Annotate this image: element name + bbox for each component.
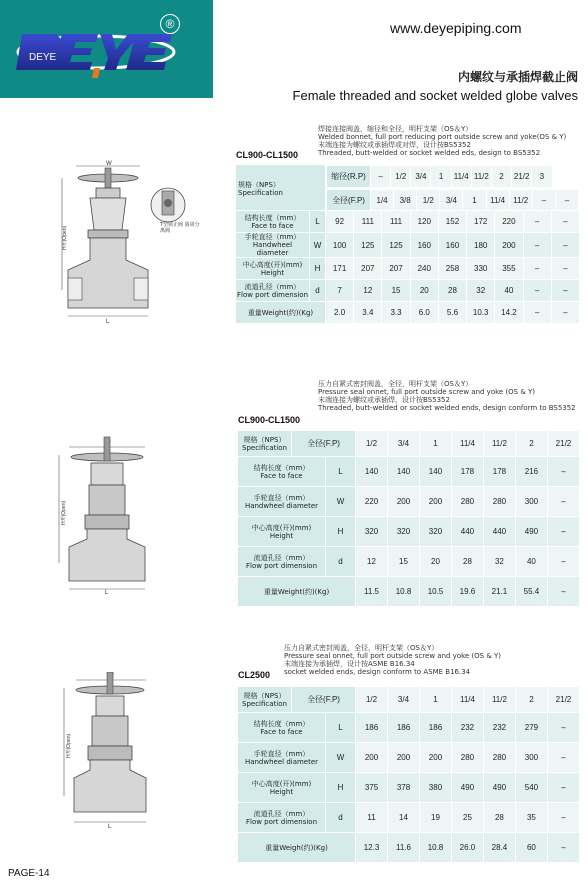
table-cell: 28.4 [483, 833, 515, 863]
table-row [238, 713, 580, 743]
table-cell: 160 [438, 233, 466, 258]
table-cell: 200 [419, 487, 451, 517]
table-cell: 19.6 [451, 577, 483, 607]
table-cell: 140 [388, 457, 420, 487]
table-cell: 3/4 [388, 687, 420, 713]
table-cell: – [551, 211, 579, 233]
table-cell: – [547, 457, 579, 487]
weight-label: 重量Weight(约)(Kg) [236, 302, 326, 324]
table-cell: – [547, 713, 579, 743]
table-cell: – [523, 233, 551, 258]
table-cell: 258 [438, 258, 466, 280]
table-row [236, 302, 580, 324]
block1-spec-table [235, 164, 580, 213]
table-cell: – [547, 517, 579, 547]
logo-text: DEYE [29, 52, 57, 63]
table-row [238, 457, 580, 487]
table-cell: 11/4 [486, 190, 509, 212]
table-row [238, 547, 580, 577]
table-cell: 3.3 [382, 302, 410, 324]
table-cell: 240 [410, 258, 438, 280]
table-cell: 378 [388, 773, 420, 803]
table-cell: – [551, 258, 579, 280]
size-label: 全径(F.P) [292, 687, 356, 713]
block2-note: Pressure seal onnet, full port outside screw and yoke (OS & Y) [318, 388, 536, 396]
table-cell: 1/2 [391, 166, 411, 188]
table-cell: 12 [354, 280, 382, 302]
block3-note: 压力自紧式密封阀盖，全径，明杆支架（OS＆Y） [284, 644, 439, 652]
table-cell: 11/2 [483, 431, 515, 457]
table-cell: 21/2 [547, 431, 579, 457]
block3-note: Pressure seal onnet, full port outside screw and yoke (OS & Y) [284, 652, 502, 660]
row-symbol: H [326, 773, 356, 803]
table-cell: – [551, 233, 579, 258]
table-cell: 171 [326, 258, 354, 280]
table-row [238, 517, 580, 547]
row-symbol: L [326, 457, 356, 487]
row-symbol: W [326, 487, 356, 517]
row-label: 结构长度（mm） Face to face [238, 713, 326, 743]
table-row [236, 258, 580, 280]
table-cell: 32 [483, 547, 515, 577]
dim-w-label: W [106, 161, 112, 167]
table-cell: 186 [388, 713, 420, 743]
table-cell: 152 [438, 211, 466, 233]
table-cell: 11.6 [388, 833, 420, 863]
dim-l-label: L [106, 319, 110, 325]
table-cell: 490 [515, 517, 547, 547]
block2-note: Threaded, butt-welded or socket welded ends, design conform to BS5352 [318, 404, 576, 412]
table-cell: 1 [431, 166, 451, 188]
table-cell: 60 [515, 833, 547, 863]
block3-note: 末端连接为承插焊，设计按ASME B16.34 [284, 660, 415, 668]
spec-header: 规格（NPS） Specification [238, 431, 292, 457]
table-cell: 15 [388, 547, 420, 577]
row-label: 结构长度（mm） Face to face [238, 457, 326, 487]
table-row [238, 577, 580, 607]
row-label: 流道孔径（mm） Flow port dimension [238, 803, 326, 833]
table-cell: 440 [483, 517, 515, 547]
row-symbol: L [326, 713, 356, 743]
table-cell: 220 [356, 487, 388, 517]
block1-class: CL900-CL1500 [236, 150, 299, 160]
table-cell: 140 [356, 457, 388, 487]
block1-notes [318, 125, 566, 157]
table-cell: 320 [419, 517, 451, 547]
block3-spec-table [237, 686, 580, 863]
table-cell: 232 [451, 713, 483, 743]
row-label: 中心高度(开)(mm) Height [236, 258, 310, 280]
table-cell: 12 [356, 547, 388, 577]
table-cell: 3/4 [411, 166, 431, 188]
table-cell: 172 [467, 211, 495, 233]
valve-drawing-2 [55, 435, 175, 595]
dim-l-label: L [108, 824, 112, 830]
table-cell: 3/4 [440, 190, 463, 212]
table-cell: – [547, 577, 579, 607]
table-cell: – [555, 190, 578, 212]
table-cell: – [523, 258, 551, 280]
table-cell: 11/4 [451, 687, 483, 713]
table-cell: 216 [515, 457, 547, 487]
table-cell: 140 [419, 457, 451, 487]
table-cell: 320 [356, 517, 388, 547]
dim-h-label: H开(Open) [62, 225, 68, 250]
table-cell: 200 [419, 743, 451, 773]
table-cell: 100 [326, 233, 354, 258]
table-cell: 10.3 [467, 302, 495, 324]
table-row [236, 211, 580, 233]
table-cell: 1/2 [356, 687, 388, 713]
row-label: 结构长度（mm） Face to face [236, 211, 310, 233]
lock-callout: T型锁止阀 圆周分离阀 [160, 222, 200, 234]
table-cell: 280 [451, 487, 483, 517]
table-cell: 14.2 [495, 302, 523, 324]
table-cell: – [371, 166, 391, 188]
table-row [238, 833, 580, 863]
row-label: 中心高度(开)(mm) Height [238, 773, 326, 803]
table-cell: 111 [354, 211, 382, 233]
table-cell: 28 [451, 547, 483, 577]
table-cell: 300 [515, 743, 547, 773]
table-cell: 2 [515, 431, 547, 457]
table-cell: 1 [419, 431, 451, 457]
table-cell: 92 [326, 211, 354, 233]
table-cell: 10.8 [388, 577, 420, 607]
table-cell: 125 [382, 233, 410, 258]
table-cell: 178 [451, 457, 483, 487]
size-label: 全径(F.P) [292, 431, 356, 457]
row-label: 流道孔径（mm） Flow port dimension [236, 280, 310, 302]
table-cell: 12.3 [356, 833, 388, 863]
table-cell: 186 [356, 713, 388, 743]
table-cell: 1/4 [371, 190, 394, 212]
block3-note: socket welded ends, design conform to ASME B16.34 [284, 668, 471, 676]
table-row [238, 431, 580, 457]
page-title-en: Female threaded and socket welded globe valves [292, 88, 578, 103]
table-cell: 3/8 [394, 190, 417, 212]
block1-fp-label: 全径(F.P) [327, 190, 371, 212]
dim-h-label: H开(Open) [66, 733, 72, 758]
table-cell: 320 [388, 517, 420, 547]
table-cell: 55.4 [515, 577, 547, 607]
block1-note: 末端连接为螺纹或承插焊或对焊，设计按BS5352 [318, 141, 471, 149]
dim-l-label: L [105, 590, 109, 595]
table-cell: – [523, 302, 551, 324]
table-cell: 380 [419, 773, 451, 803]
table-cell: 26.0 [451, 833, 483, 863]
table-cell: 32 [467, 280, 495, 302]
spec-header: 规格（NPS） Specification [238, 687, 292, 713]
table-cell: 11/2 [483, 687, 515, 713]
weight-label: 重量Weight(约)(Kg) [238, 577, 356, 607]
table-cell: 14 [388, 803, 420, 833]
table-cell: 11/2 [471, 166, 491, 188]
table-cell: 2.0 [326, 302, 354, 324]
table-cell: 20 [419, 547, 451, 577]
table-cell: 2 [491, 166, 511, 188]
table-cell: 490 [451, 773, 483, 803]
table-row [238, 687, 580, 713]
table-cell: 1 [419, 687, 451, 713]
table-cell: 3 [532, 166, 552, 188]
table-cell: 28 [483, 803, 515, 833]
table-cell: 11/4 [451, 431, 483, 457]
table-cell: – [551, 280, 579, 302]
table-cell: 40 [515, 547, 547, 577]
table-cell: 28 [438, 280, 466, 302]
table-cell: 40 [495, 280, 523, 302]
table-cell: – [523, 280, 551, 302]
block2-spec-table [237, 430, 580, 607]
block1-note: Welded bonnet, full port reducing port outside screw and yoke(OS & Y) [318, 133, 567, 141]
registered-mark: ® [160, 14, 180, 34]
table-cell: 200 [356, 743, 388, 773]
table-cell: 21.1 [483, 577, 515, 607]
table-row [236, 280, 580, 302]
table-cell: 5.6 [438, 302, 466, 324]
block1-spec-header: 规格（NPS） Specification [236, 165, 326, 213]
row-symbol: d [326, 547, 356, 577]
table-cell: 1/2 [417, 190, 440, 212]
table-cell: 280 [483, 743, 515, 773]
table-row [238, 487, 580, 517]
table-cell: 2 [515, 687, 547, 713]
table-cell: – [547, 547, 579, 577]
block2-note: 末端连接为螺纹或承插焊，设计按BS5352 [318, 396, 450, 404]
block2-class: CL900-CL1500 [238, 415, 301, 425]
table-cell: 280 [483, 487, 515, 517]
page-number: PAGE-14 [8, 868, 50, 879]
table-row [238, 803, 580, 833]
row-label: 中心高度(开)(mm) Height [238, 517, 326, 547]
table-cell: 20 [410, 280, 438, 302]
table-cell: 180 [467, 233, 495, 258]
block2-notes [318, 380, 576, 412]
table-cell: 11.5 [356, 577, 388, 607]
block1-note: Threaded, butt-welded or socket welded eds, design to BS5352 [318, 149, 541, 157]
block1-rp-label: 缩径(R.P) [327, 166, 371, 188]
table-cell: 6.0 [410, 302, 438, 324]
table-row [238, 773, 580, 803]
table-cell: 3.4 [354, 302, 382, 324]
table-cell: 120 [410, 211, 438, 233]
block2-note: 压力自紧式密封阀盖，全径，明杆支架（OS＆Y） [318, 380, 473, 388]
row-label: 流道孔径（mm） Flow port dimension [238, 547, 326, 577]
dim-h-label: H开(Open) [61, 500, 67, 525]
table-cell: 279 [515, 713, 547, 743]
table-cell: 1/2 [356, 431, 388, 457]
table-cell: 207 [354, 258, 382, 280]
row-symbol: W [310, 233, 326, 258]
table-cell: 330 [467, 258, 495, 280]
lock-detail-drawing [148, 185, 188, 225]
website-url[interactable]: www.deyepiping.com [390, 20, 522, 36]
table-cell: 125 [354, 233, 382, 258]
table-cell: – [551, 302, 579, 324]
page-title-cn: 内螺纹与承插焊截止阀 [457, 70, 578, 84]
table-cell: 11/2 [509, 190, 532, 212]
table-cell: 21/2 [512, 166, 532, 188]
table-cell: 160 [410, 233, 438, 258]
table-cell: – [532, 190, 555, 212]
row-symbol: H [310, 258, 326, 280]
block1-note: 焊接连接阀盖，缩径和全径，明杆支架（OS＆Y） [318, 125, 473, 133]
table-cell: 111 [382, 211, 410, 233]
row-label: 手轮直径（mm） Handwheel diameter [238, 487, 326, 517]
table-cell: 490 [483, 773, 515, 803]
row-symbol: d [310, 280, 326, 302]
table-cell: 15 [382, 280, 410, 302]
table-row [236, 233, 580, 258]
table-cell: – [547, 773, 579, 803]
row-symbol: L [310, 211, 326, 233]
table-cell: – [547, 487, 579, 517]
valve-drawing-3 [60, 672, 175, 832]
table-cell: – [523, 211, 551, 233]
table-cell: 200 [388, 743, 420, 773]
row-symbol: H [326, 517, 356, 547]
table-cell: 10.8 [419, 833, 451, 863]
block1-dim-table [235, 210, 580, 324]
table-cell: 35 [515, 803, 547, 833]
table-cell: 186 [419, 713, 451, 743]
table-cell: 300 [515, 487, 547, 517]
table-cell: 200 [388, 487, 420, 517]
table-cell: 25 [451, 803, 483, 833]
table-cell: 355 [495, 258, 523, 280]
table-cell: 21/2 [547, 687, 579, 713]
table-cell: 220 [495, 211, 523, 233]
table-cell: – [547, 803, 579, 833]
table-cell: – [547, 833, 579, 863]
table-cell: 1 [463, 190, 486, 212]
table-cell: 440 [451, 517, 483, 547]
table-cell: 207 [382, 258, 410, 280]
table-cell: 232 [483, 713, 515, 743]
deye-logo [16, 22, 176, 82]
table-cell: 375 [356, 773, 388, 803]
table-cell: 200 [495, 233, 523, 258]
table-row [238, 743, 580, 773]
table-cell: 178 [483, 457, 515, 487]
table-cell: 11/4 [451, 166, 471, 188]
row-label: 手轮直径（mm） Handwheel diameter [236, 233, 310, 258]
table-cell: 280 [451, 743, 483, 773]
block3-class: CL2500 [238, 670, 271, 680]
table-cell: 3/4 [388, 431, 420, 457]
table-cell: 19 [419, 803, 451, 833]
block3-notes [284, 644, 501, 676]
table-cell: 540 [515, 773, 547, 803]
weight-label: 重量Weigh(约)(Kg) [238, 833, 356, 863]
table-cell: – [547, 743, 579, 773]
row-symbol: d [326, 803, 356, 833]
table-cell: 10.5 [419, 577, 451, 607]
row-symbol: W [326, 743, 356, 773]
table-cell: 7 [326, 280, 354, 302]
row-label: 手轮直径（mm） Handwheel diameter [238, 743, 326, 773]
table-cell: 11 [356, 803, 388, 833]
